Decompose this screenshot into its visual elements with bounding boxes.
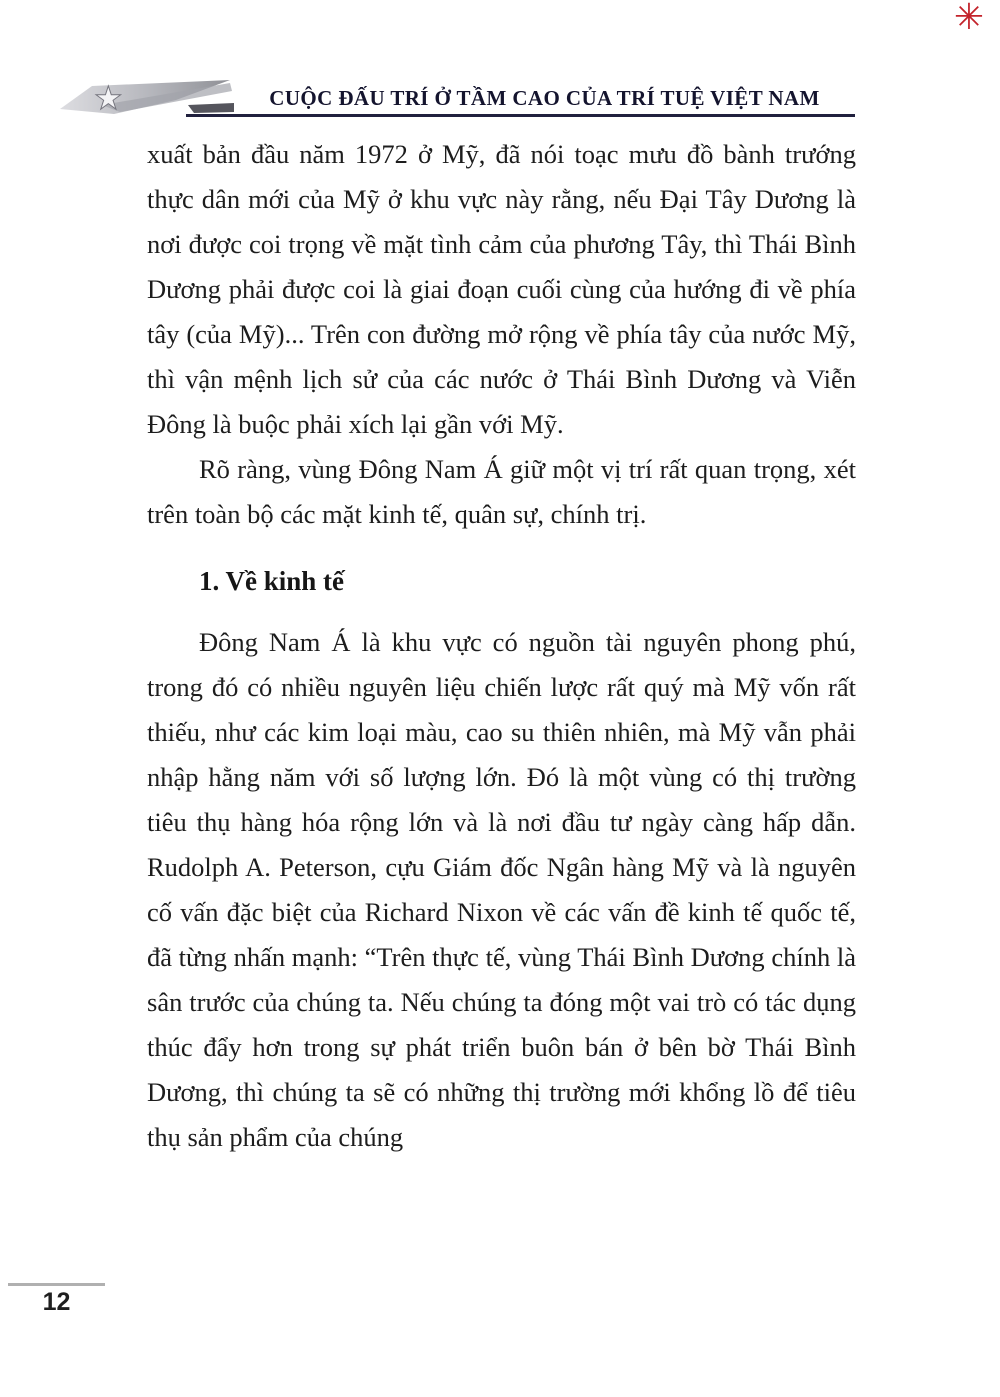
footer-rule — [8, 1283, 105, 1286]
flower-ornament-icon: ✳ — [953, 0, 984, 38]
page-number: 12 — [42, 1288, 71, 1316]
section-heading: 1. Về kinh tế — [199, 566, 345, 596]
header-rule — [186, 114, 855, 117]
paragraph: Đông Nam Á là khu vực có nguồn tài nguyên phong phú, trong đó có nhiều nguyên liệu chiến lược rất quý mà Mỹ vốn rất thiếu, như các kim loại màu, cao su thiên nhiên, mà Mỹ vẫn phải nhập hằng năm với số lượng lớn. Đó là một vùng có thị trường tiêu thụ hàng hóa rộng lớn và là nơi đầu tư ngày càng hấp dẫn. Rudolph A. Peterson, cựu Giám đốc Ngân hàng Mỹ và là nguyên cố vấn đặc biệt của Richard Nixon về các vấn đề kinh tế quốc tế, đã từng nhấn mạnh: “Trên thực tế, vùng Thái Bình Dương chính là sân trước của chúng ta. Nếu chúng ta đóng một vai trò có tác dụng thúc đẩy hơn trong sự phát triển buôn bán ở bên bờ Thái Bình Dương, thì chúng ta sẽ có những thị trường mới khổng lồ để tiêu thụ sản phẩm của chúng — [147, 627, 856, 1152]
paragraph: Rõ ràng, vùng Đông Nam Á giữ một vị trí rất quan trọng, xét trên toàn bộ các mặt kinh tế, quân sự, chính trị. — [147, 454, 856, 529]
star-icon: ★ — [94, 79, 123, 117]
page-body — [147, 132, 856, 1160]
paragraph-continued: xuất bản đầu năm 1972 ở Mỹ, đã nói toạc mưu đồ bành trướng thực dân mới của Mỹ ở khu vực này rằng, nếu Đại Tây Dương là nơi được coi trọng về mặt tình cảm của phương Tây, thì Thái Bình Dương phải được coi là giai đoạn cuối cùng của hướng đi về phía tây (của Mỹ)... Trên con đường mở rộng về phía tây của nước Mỹ, thì vận mệnh lịch sử của các nước ở Thái Bình Dương và Viễn Đông là buộc phải xích lại gần với Mỹ. — [147, 139, 856, 439]
header-dark-bar — [188, 103, 234, 113]
running-head: CUỘC ĐẤU TRÍ Ở TẦM CAO CỦA TRÍ TUỆ VIỆT NAM — [269, 86, 820, 110]
